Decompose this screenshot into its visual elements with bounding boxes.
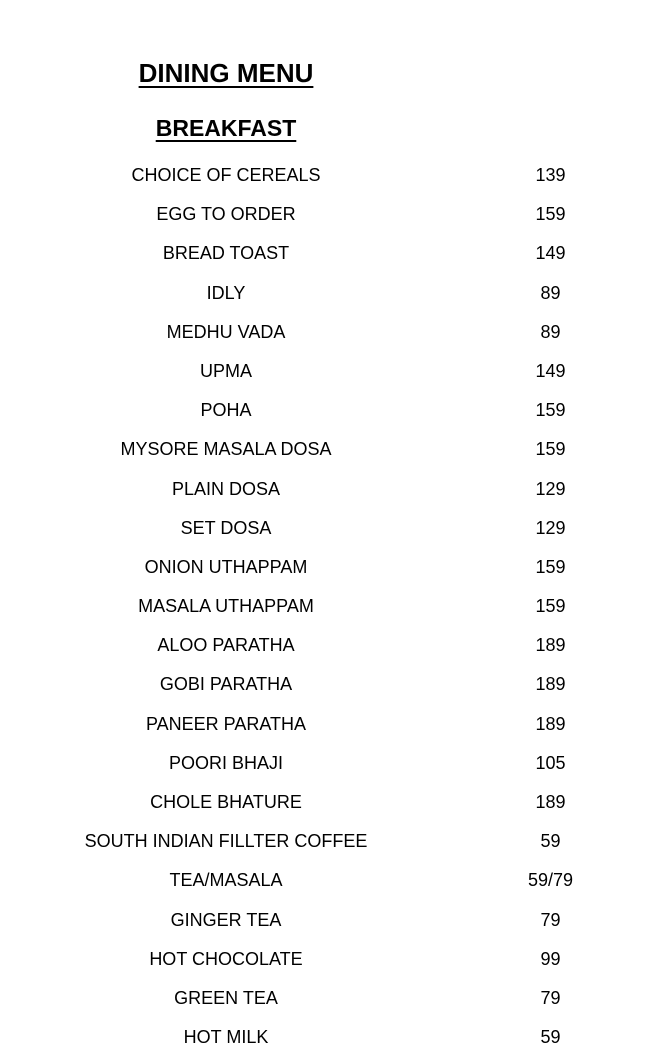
menu-item-price: 189 [535, 635, 566, 656]
menu-item-price: 139 [535, 165, 566, 185]
menu-item [0, 901, 650, 940]
menu-item [0, 744, 650, 783]
menu-item-price: 99 [540, 948, 561, 969]
menu-item [0, 509, 650, 548]
menu-item [0, 548, 650, 587]
menu-item [0, 665, 650, 704]
menu-item-price: 129 [535, 478, 566, 499]
menu-item-price: 159 [535, 556, 566, 577]
menu-item-price: 59 [540, 831, 561, 852]
menu-item-price: 79 [540, 909, 561, 930]
menu-item-price: 159 [535, 439, 566, 460]
menu-item-name: MEDHU VADA [166, 321, 286, 342]
menu-item-price: 189 [535, 674, 566, 695]
menu-item-price: 159 [535, 204, 566, 225]
menu-item-name: BREAD TOAST [162, 243, 290, 264]
menu-item-name: HOT MILK [183, 1027, 269, 1048]
section-title-breakfast: BREAKFAST [155, 115, 297, 141]
menu-item [0, 626, 650, 665]
menu-item [0, 861, 650, 900]
menu-item-price: 149 [535, 243, 566, 264]
menu-item-price: 159 [535, 400, 566, 421]
menu-item-name: UPMA [199, 360, 252, 381]
menu-item [0, 1018, 650, 1057]
menu-item-price: 89 [540, 282, 561, 303]
menu-item-name: ALOO PARATHA [157, 635, 295, 656]
menu-item [0, 470, 650, 509]
menu-item-price: 189 [535, 713, 566, 734]
menu-item-name: IDLY [206, 282, 246, 303]
menu-item-name: CHOICE OF CEREALS [131, 165, 321, 185]
menu-item-name: ONION UTHAPPAM [144, 556, 308, 577]
menu-item [0, 822, 650, 861]
menu-title: DINING MENU [138, 58, 314, 88]
menu-item-name: SOUTH INDIAN FILLTER COFFEE [84, 831, 368, 852]
menu-item-price: 79 [540, 987, 561, 1008]
menu-item [0, 195, 650, 234]
menu-item-name: CHOLE BHATURE [150, 792, 302, 812]
menu-item-price: 149 [535, 360, 566, 381]
menu-item [0, 940, 650, 979]
menu-item-name: EGG TO ORDER [156, 204, 296, 225]
menu-list [0, 156, 650, 1057]
menu-item-name: GREEN TEA [174, 987, 278, 1008]
menu-item-name: SET DOSA [180, 517, 272, 538]
menu-item-name: MYSORE MASALA DOSA [120, 439, 332, 460]
menu-item-price: 129 [535, 517, 566, 538]
menu-item-price: 105 [535, 752, 566, 773]
menu-item-price: 159 [535, 596, 566, 617]
menu-item-price: 59 [540, 1027, 561, 1048]
menu-item [0, 313, 650, 352]
menu-item [0, 234, 650, 273]
menu-item-name: HOT CHOCOLATE [149, 948, 303, 969]
menu-item-name: POHA [200, 400, 252, 421]
menu-item-name: GINGER TEA [170, 909, 282, 930]
menu-item-name: TEA/MASALA [169, 870, 283, 891]
menu-item-price: 89 [540, 321, 561, 342]
menu-item [0, 979, 650, 1018]
menu-item [0, 783, 650, 822]
menu-item-price: 189 [535, 792, 566, 812]
menu-item-name: MASALA UTHAPPAM [138, 596, 314, 617]
menu-item [0, 705, 650, 744]
menu-item-name: POORI BHAJI [168, 752, 284, 773]
menu-item [0, 274, 650, 313]
menu-item [0, 391, 650, 430]
menu-item-name: PANEER PARATHA [145, 713, 307, 734]
menu-item [0, 156, 650, 195]
menu-item-name: GOBI PARATHA [159, 674, 293, 695]
menu-item-name: PLAIN DOSA [171, 478, 281, 499]
menu-item [0, 352, 650, 391]
menu-item [0, 587, 650, 626]
menu-item [0, 430, 650, 469]
menu-item-price: 59/79 [527, 870, 574, 891]
